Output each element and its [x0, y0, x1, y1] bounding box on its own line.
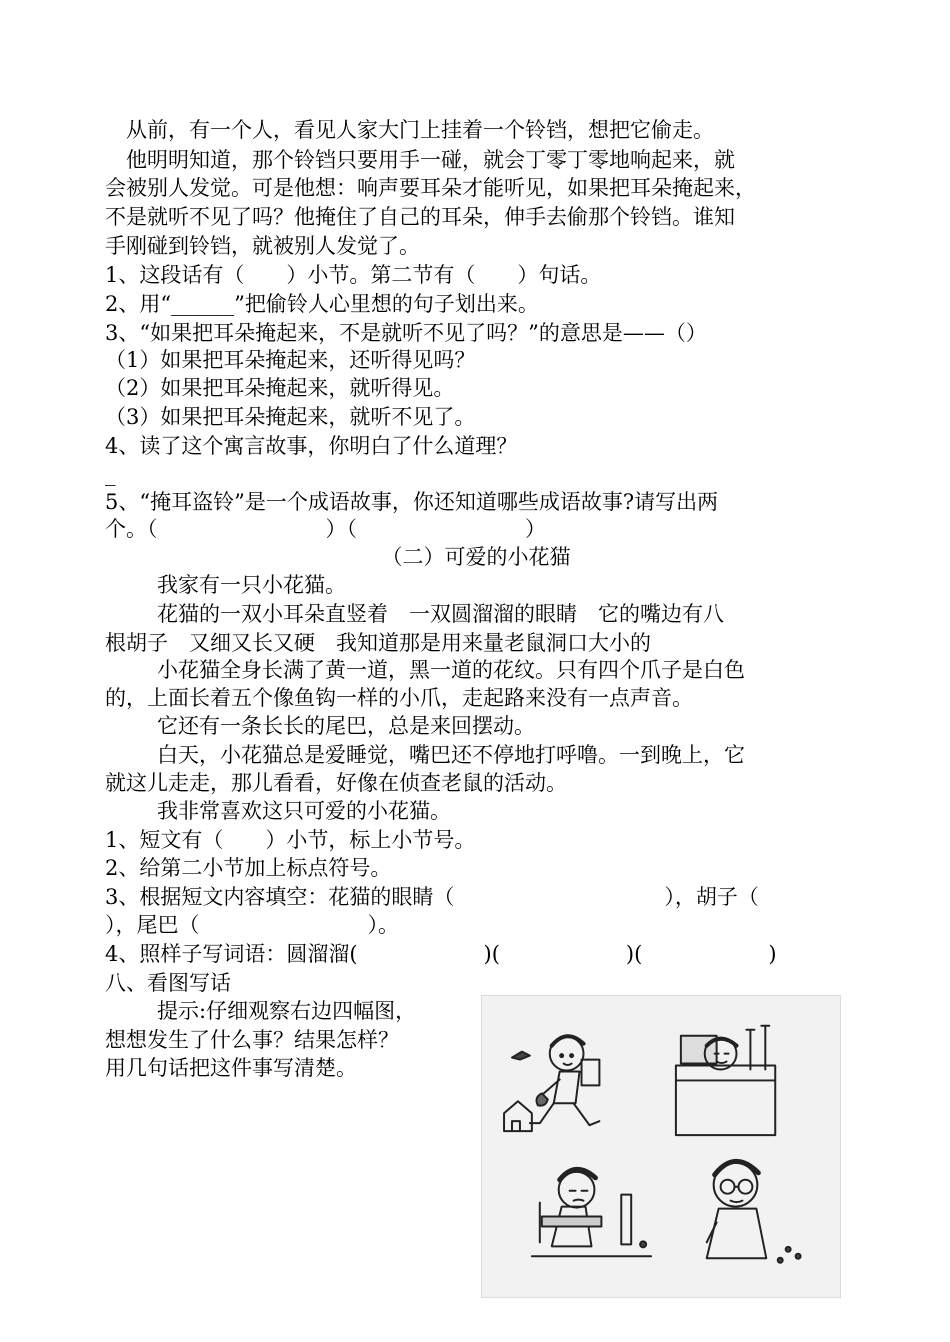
- prompt-line: 用几句话把这件事写清楚。: [105, 1056, 357, 1080]
- passage1-line: 手刚碰到铃铛，就被别人发觉了。: [105, 234, 420, 258]
- question-line: 个。（ ）（ ）: [105, 517, 546, 541]
- panel-boy-in-bed: [676, 1026, 775, 1135]
- passage2-line: 小花猫全身长满了黄一道，黑一道的花纹。只有四个爪子是白色: [157, 658, 745, 682]
- illustration-svg: [482, 996, 840, 1297]
- passage1-line: 从前，有一个人，看见人家大门上挂着一个铃铛，想把它偷走。: [126, 118, 714, 142]
- question-line: 2、给第二小节加上标点符号。: [105, 856, 392, 880]
- prompt-line: 提示:仔细观察右边四幅图，: [157, 999, 417, 1023]
- passage1-line: 他明明知道，那个铃铛只要用手一碰，就会丁零丁零地响起来，就: [126, 148, 735, 172]
- section-heading: 八、看图写话: [105, 971, 231, 995]
- panel-boy-with-glasses: [707, 1161, 801, 1262]
- question-line: 2、用“______”把偷铃人心里想的句子划出来。: [105, 292, 539, 316]
- question-line: 4、照样子写词语：圆溜溜( )( )( ): [105, 942, 777, 966]
- passage1-line: 会被别人发觉。可是他想：响声要耳朵才能听见，如果把耳朵掩起来，: [105, 176, 756, 200]
- passage1-line: 不是就听不见了吗？他掩住了自己的耳朵，伸手去偷那个铃铛。谁知: [105, 205, 735, 229]
- option-line: （2）如果把耳朵掩起来，就听得见。: [105, 376, 455, 400]
- question-line: 3、根据短文内容填空：花猫的眼睛（ ），胡子（: [105, 885, 759, 909]
- option-line: （3）如果把耳朵掩起来，就听不见了。: [105, 405, 476, 429]
- option-line: （1）如果把耳朵掩起来，还听得见吗？: [105, 348, 476, 372]
- passage2-line: 根胡子 又细又长又硬 我知道那是用来量老鼠洞口大小的: [105, 631, 651, 655]
- passage2-title: （二）可爱的小花猫: [381, 545, 571, 569]
- question-line: 1、这段话有（ ）小节。第二节有（ ）句话。: [105, 263, 602, 287]
- passage2-line: 我家有一只小花猫。: [157, 573, 346, 597]
- panel-boy-at-desk: [532, 1169, 651, 1256]
- answer-blank: _: [105, 462, 116, 486]
- passage2-line: 白天，小花猫总是爱睡觉，嘴巴还不停地打呼噜。一到晚上，它: [157, 743, 745, 767]
- question-line: ），尾巴（ ）。: [105, 913, 399, 937]
- question-line: 5、“掩耳盗铃”是一个成语故事，你还知道哪些成语故事?请写出两: [105, 490, 719, 514]
- passage2-line: 花猫的一双小耳朵直竖着 一双圆溜溜的眼睛 它的嘴边有八: [157, 602, 724, 626]
- passage2-line: 的，上面长着五个像鱼钩一样的小爪，走起路来没有一点声音。: [105, 686, 693, 710]
- passage2-line: 它还有一条长长的尾巴，总是来回摆动。: [157, 714, 535, 738]
- question-line: 3、“如果把耳朵掩起来，不是就听不见了吗？”的意思是——（）: [105, 321, 707, 345]
- question-line: 4、读了这个寓言故事，你明白了什么道理？: [105, 434, 518, 458]
- question-line: 1、短文有（ ）小节，标上小节号。: [105, 828, 476, 852]
- panel-boy-running: [504, 1036, 599, 1131]
- passage2-line: 我非常喜欢这只可爱的小花猫。: [157, 799, 451, 823]
- passage2-line: 就这儿走走，那儿看看，好像在侦查老鼠的活动。: [105, 771, 567, 795]
- prompt-line: 想想发生了什么事？结果怎样？: [105, 1028, 399, 1052]
- four-panel-illustration: [481, 995, 841, 1298]
